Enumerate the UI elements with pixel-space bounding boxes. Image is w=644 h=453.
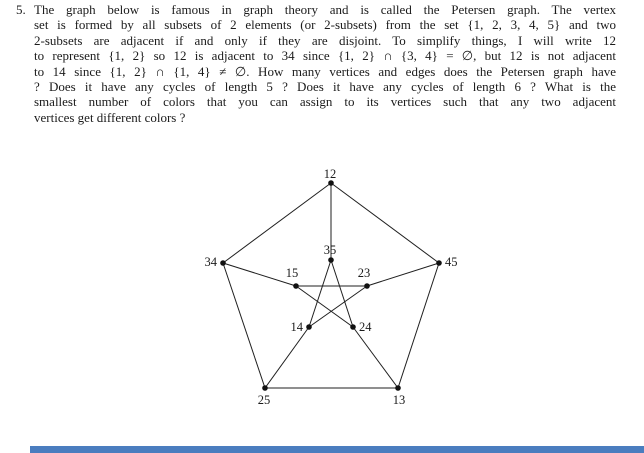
bottom-blue-bar xyxy=(30,446,644,453)
graph-node-34 xyxy=(220,260,226,266)
graph-node-label-45: 45 xyxy=(445,255,458,269)
graph-edge-35-14 xyxy=(309,260,331,327)
graph-node-13 xyxy=(395,385,401,391)
text-line: smallest number of colors that you can assign to its vertices such that any two adjacent xyxy=(34,94,616,110)
text-line: to represent {1, 2} so 12 is adjacent to 34 since {1, 2} ∩ {3, 4} = ∅, but 12 is not adjacent xyxy=(34,48,616,64)
text-line: The graph below is famous in graph theory and is called the Petersen graph. The vertex xyxy=(34,2,616,17)
graph-edge-45-13 xyxy=(398,263,439,388)
text-line: set is formed by all subsets of 2 elements (or 2-subsets) from the set {1, 2, 3, 4, 5} and two xyxy=(34,17,616,33)
graph-node-23 xyxy=(364,283,370,289)
graph-edge-12-45 xyxy=(331,183,439,263)
graph-node-label-14: 14 xyxy=(290,320,303,334)
text-line: 2-subsets are adjacent if and only if they are disjoint. To simplify things, I will write 12 xyxy=(34,32,616,48)
graph-edge-15-24 xyxy=(296,286,353,327)
graph-edge-45-23 xyxy=(367,263,439,286)
graph-edge-35-24 xyxy=(331,260,353,327)
graph-node-12 xyxy=(328,180,334,186)
graph-node-15 xyxy=(293,283,299,289)
graph-node-label-25: 25 xyxy=(257,393,271,407)
graph-node-45 xyxy=(436,260,442,266)
graph-edge-25-14 xyxy=(265,327,309,388)
text-line: ? Does it have any cycles of length 5 ? Does it have any cycles of length 6 ? What is the xyxy=(34,78,616,94)
graph-node-25 xyxy=(262,385,268,391)
graph-node-label-23: 23 xyxy=(357,266,371,280)
graph-node-label-34: 34 xyxy=(204,255,217,269)
graph-node-24 xyxy=(350,324,356,330)
graph-edge-12-34 xyxy=(223,183,331,263)
graph-edge-34-25 xyxy=(223,263,265,388)
problem-number: 5. xyxy=(16,2,26,17)
graph-node-label-15: 15 xyxy=(285,266,299,280)
text-line: to 14 since {1, 2} ∩ {1, 4} ≠ ∅. How many vertices and edges does the Petersen graph have xyxy=(34,63,616,79)
text-line: vertices get different colors ? xyxy=(34,109,186,125)
graph-edge-13-24 xyxy=(353,327,398,388)
graph-node-label-12: 12 xyxy=(323,167,337,181)
graph-node-label-13: 13 xyxy=(392,393,406,407)
graph-node-label-24: 24 xyxy=(359,320,372,334)
graph-node-14 xyxy=(306,324,312,330)
graph-node-35 xyxy=(328,257,334,263)
graph-node-label-35: 35 xyxy=(323,243,337,257)
